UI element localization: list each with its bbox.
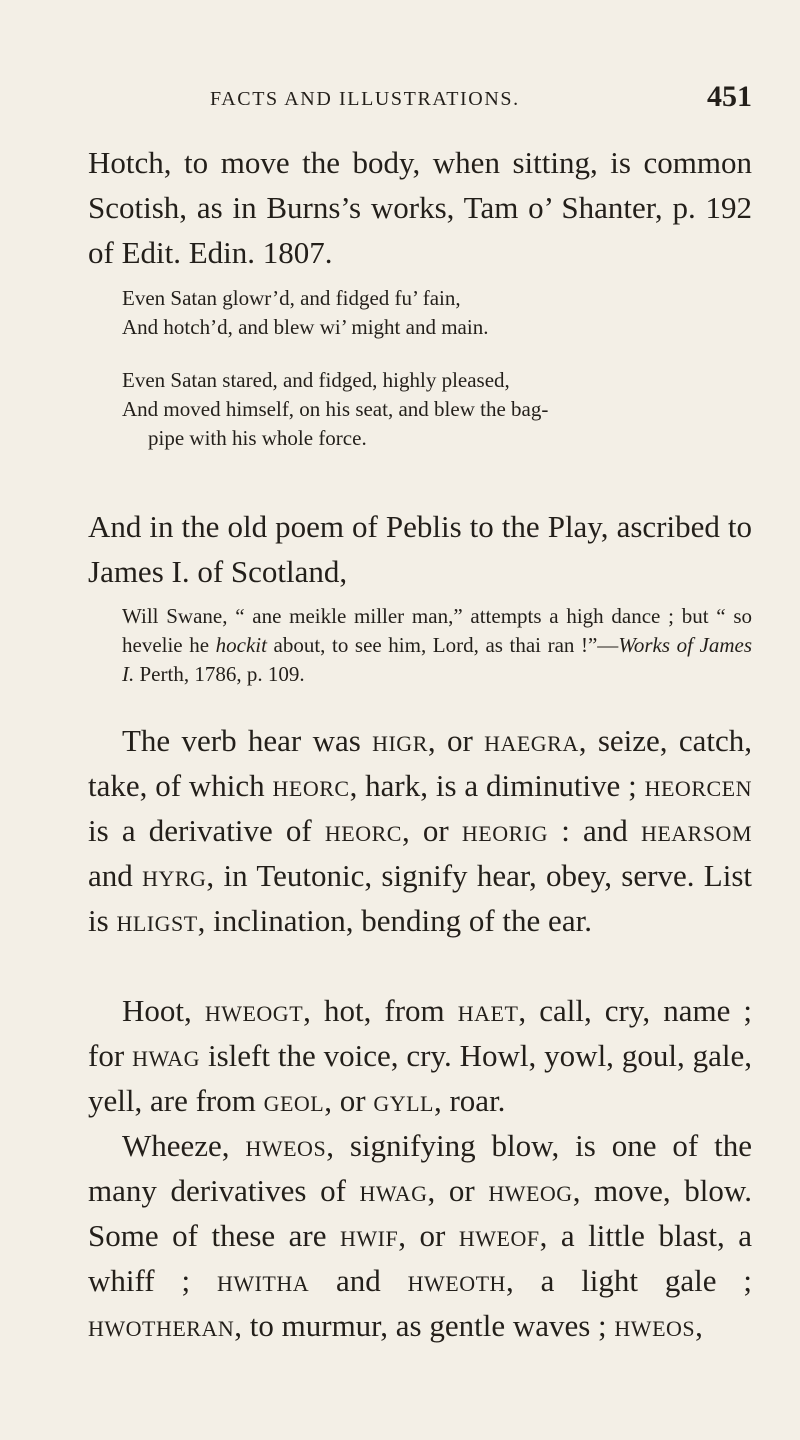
paragraph-wheeze: Wheeze, hweos, signifying blow, is one of the many derivatives of hwag, or hweog, move, blow. Some of these are hwif, or hweof, a little blast, a whiff ; hwitha and hweoth, a light gale ; hwotheran, to murmur, as gentle waves ; hweos, [88, 1128, 753, 1343]
citation-work-title: Works of James I. [122, 633, 753, 686]
anglo-saxon-word: haet [457, 993, 519, 1028]
anglo-saxon-word: heorc [324, 813, 402, 848]
citation-italic-word: hockit [215, 633, 267, 657]
paragraph-peblis: And in the old poem of Peblis to the Play, ascribed to James I. of Scotland, [88, 509, 752, 589]
paragraph-hotch: Hotch, to move the body, when sitting, is common Scotish, as in Burns’s works, Tam o’ Shanter, p. 192 of Edit. Edin. 1807. [88, 145, 752, 270]
anglo-saxon-word: hearsom [640, 813, 753, 848]
verse-scots [122, 284, 752, 342]
paragraph-hoot: Hoot, hweogt, hot, from haet, call, cry, name ; for hwag isleft the voice, cry. Howl, yowl, goul, gale, yell, are from geol, or gyll, roar. [88, 993, 753, 1118]
anglo-saxon-word: hwitha [216, 1263, 310, 1298]
anglo-saxon-word: hligst [116, 903, 198, 938]
verse-translation [122, 366, 752, 453]
verse-line: pipe with his whole force. [148, 426, 367, 450]
citation-peblis [122, 602, 752, 689]
anglo-saxon-word: higr [372, 723, 428, 758]
anglo-saxon-word: hwag [132, 1038, 201, 1073]
verse-line: And hotch’d, and blew wi’ might and main. [122, 315, 489, 339]
anglo-saxon-word: geol [263, 1083, 325, 1118]
verse-line: Even Satan stared, and fidged, highly pleased, [122, 368, 510, 392]
anglo-saxon-word: hweos [245, 1128, 327, 1163]
anglo-saxon-word: hwotheran [88, 1308, 235, 1343]
anglo-saxon-word: hweoth [407, 1263, 506, 1298]
anglo-saxon-word: hwif [340, 1218, 399, 1253]
citation-text: Perth, 1786, p. 109. [134, 662, 305, 686]
anglo-saxon-word: gyll [373, 1083, 434, 1118]
anglo-saxon-word: hwag [359, 1173, 428, 1208]
anglo-saxon-word: hyrg [142, 858, 207, 893]
anglo-saxon-word: hweos [614, 1308, 696, 1343]
citation-text: Will Swane, “ ane meikle miller man,” attempts a high dance ; but “ so hevelie he [122, 604, 752, 657]
page-number: 451 [707, 80, 752, 113]
anglo-saxon-word: hweof [458, 1218, 540, 1253]
anglo-saxon-word: heorc [272, 768, 350, 803]
running-title: FACTS AND ILLUSTRATIONS. [210, 88, 520, 110]
anglo-saxon-word: hweog [488, 1173, 573, 1208]
citation-text: about, to see him, Lord, as thai ran !”— [266, 633, 619, 657]
anglo-saxon-word: hweogt [204, 993, 304, 1028]
anglo-saxon-word: haegra [484, 723, 579, 758]
paragraph-hear: The verb hear was higr, or haegra, seize, catch, take, of which heorc, hark, is a diminutive ; heorcen is a derivative of heorc, or heorig : and hearsom and hyrg, in Teutonic, signify hear, obey, serve. List is hligst, inclination, bending of the ear. [88, 723, 753, 938]
page-header [88, 78, 752, 118]
verse-line: Even Satan glowr’d, and fidged fu’ fain, [122, 286, 461, 310]
anglo-saxon-word: heorcen [644, 768, 752, 803]
verse-line: And moved himself, on his seat, and blew the bag- [122, 397, 549, 421]
anglo-saxon-word: heorig [461, 813, 549, 848]
